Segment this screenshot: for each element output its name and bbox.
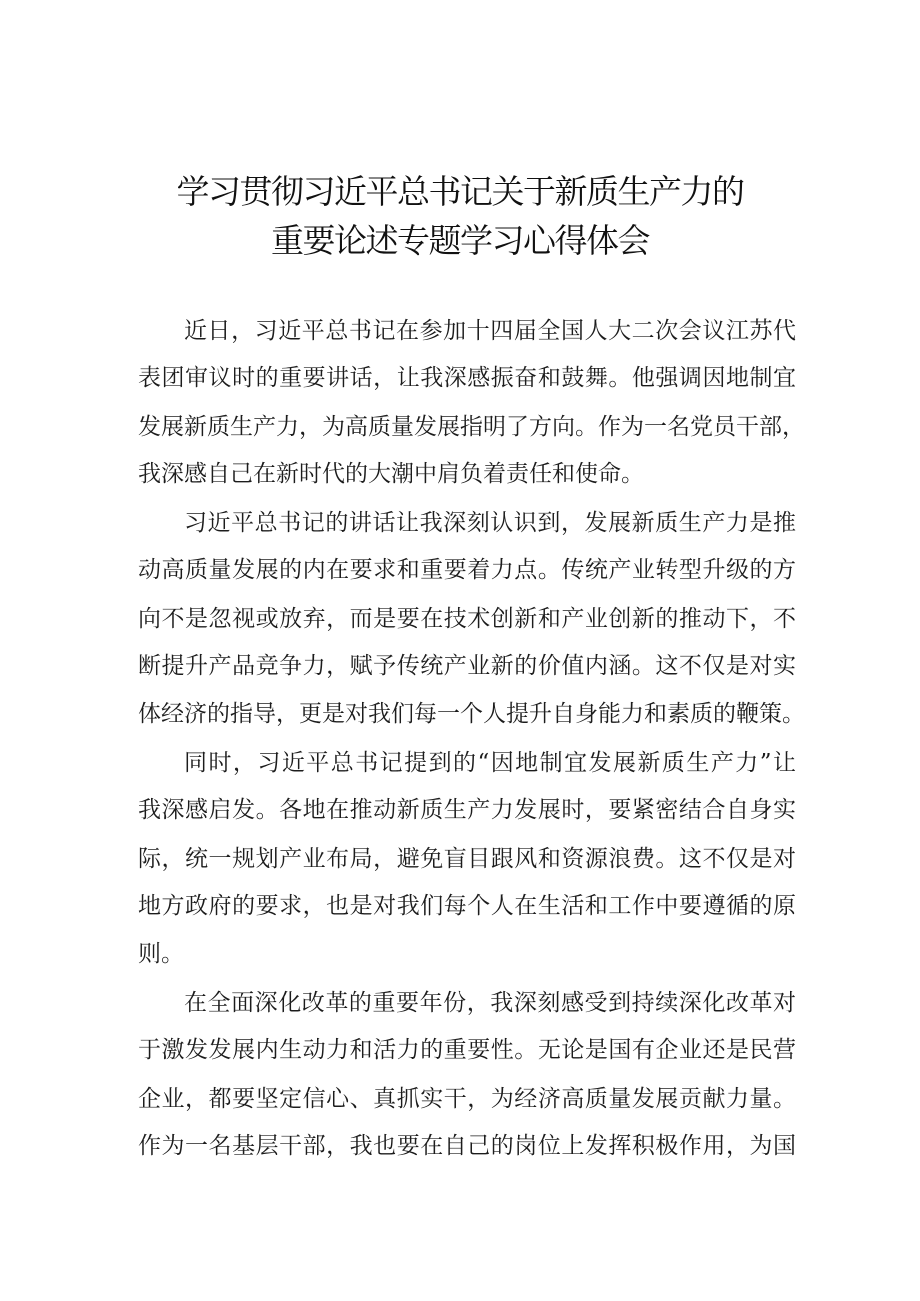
body-line: 作为一名基层干部，我也要在自己的岗位上发挥积极作用，为国 xyxy=(138,1133,797,1159)
body-line: 我深感启发。各地在推动新质生产力发展时，要紧密结合自身实 xyxy=(138,797,797,823)
body-line: 体经济的指导，更是对我们每一个人提升自身能力和素质的鞭策。 xyxy=(138,701,805,727)
document-title-line-2: 重要论述专题学习心得体会 xyxy=(271,221,649,260)
body-line: 在全面深化改革的重要年份，我深刻感受到持续深化改革对 xyxy=(184,990,797,1016)
body-line: 表团审议时的重要讲话，让我深感振奋和鼓舞。他强调因地制宜 xyxy=(138,365,797,391)
body-line: 发展新质生产力，为高质量发展指明了方向。作为一名党员干部， xyxy=(138,414,805,440)
body-line: 习近平总书记的讲话让我深刻认识到，发展新质生产力是推 xyxy=(184,510,797,536)
document-title-line-1: 学习贯彻习近平总书记关于新质生产力的 xyxy=(176,172,744,211)
body-line: 动高质量发展的内在要求和重要着力点。传统产业转型升级的方 xyxy=(138,557,797,583)
body-line: 于激发发展内生动力和活力的重要性。无论是国有企业还是民营 xyxy=(138,1037,797,1063)
body-line: 断提升产品竞争力，赋予传统产业新的价值内涵。这不仅是对实 xyxy=(138,653,797,679)
body-line: 地方政府的要求，也是对我们每个人在生活和工作中要遵循的原 xyxy=(138,893,797,919)
body-line: 我深感自己在新时代的大潮中肩负着责任和使命。 xyxy=(138,461,644,487)
body-line: 同时，习近平总书记提到的“因地制宜发展新质生产力”让 xyxy=(184,750,798,776)
body-line: 则。 xyxy=(138,941,184,967)
body-line: 近日，习近平总书记在参加十四届全国人大二次会议江苏代 xyxy=(184,318,797,344)
body-line: 企业，都要坚定信心、真抓实干，为经济高质量发展贡献力量。 xyxy=(138,1086,797,1112)
body-line: 际，统一规划产业布局，避免盲目跟风和资源浪费。这不仅是对 xyxy=(138,846,797,872)
body-line: 向不是忽视或放弃，而是要在技术创新和产业创新的推动下，不 xyxy=(138,606,797,632)
